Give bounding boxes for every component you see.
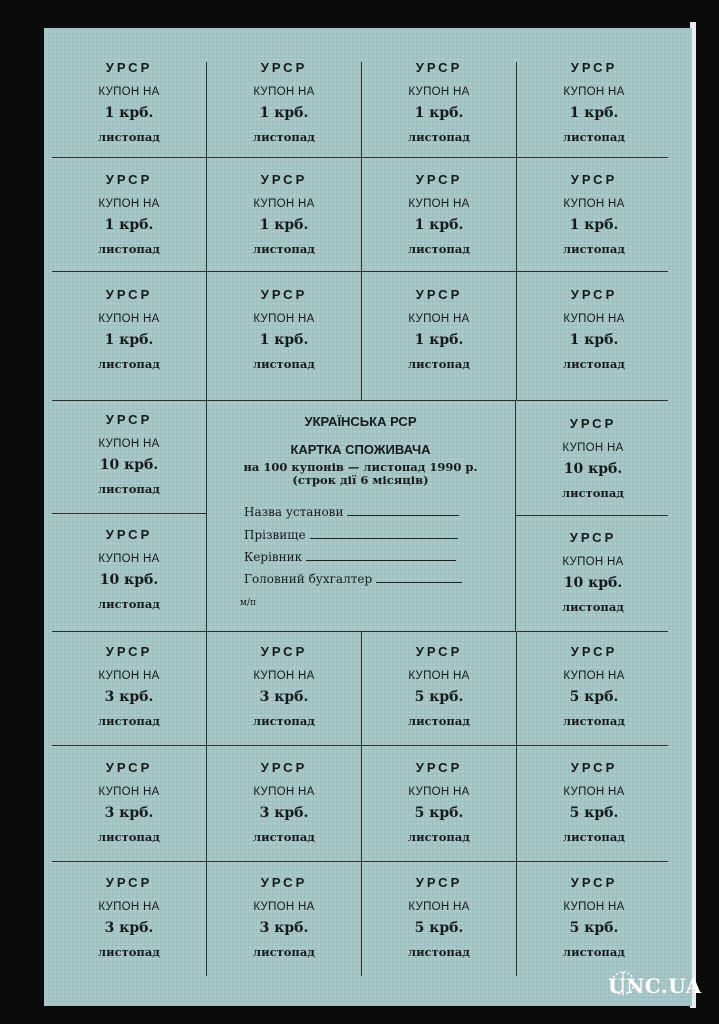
coupon-amount: 1 крб. <box>259 105 309 121</box>
coupon-month: листопад <box>408 830 470 844</box>
institution-field <box>244 503 459 519</box>
coupon-header: УРСР <box>570 760 618 775</box>
manager-label: Керівник <box>244 550 303 564</box>
coupon-label: КУПОН НА <box>98 553 160 565</box>
grid-line <box>52 861 668 862</box>
coupon-header: УРСР <box>570 875 618 890</box>
coupon-amount: 3 крб. <box>259 920 309 936</box>
coupon-month: листопад <box>563 130 625 144</box>
coupon-header: УРСР <box>415 287 463 302</box>
coupon-amount: 10 крб. <box>99 572 159 588</box>
coupon-label: КУПОН НА <box>563 313 625 325</box>
coupon-header: УРСР <box>105 287 153 302</box>
coupon-amount: 1 крб. <box>259 217 309 233</box>
coupon-month: листопад <box>98 830 160 844</box>
accountant-field <box>244 570 462 586</box>
coupon-amount: 5 крб. <box>414 920 464 936</box>
coupon-label: КУПОН НА <box>408 86 470 98</box>
coupon-header: УРСР <box>105 527 153 542</box>
coupon-label: КУПОН НА <box>563 198 625 210</box>
coupon-month: листопад <box>253 945 315 959</box>
coupon-month: листопад <box>253 714 315 728</box>
coupon-label: КУПОН НА <box>253 198 315 210</box>
coupon-label: КУПОН НА <box>563 786 625 798</box>
coupon-amount: 1 крб. <box>104 332 154 348</box>
coupon-label: КУПОН НА <box>253 901 315 913</box>
card-validity-line: (строк дії 6 місяців) <box>292 473 429 487</box>
coupon-header: УРСР <box>570 60 618 75</box>
coupon-label: КУПОН НА <box>98 198 160 210</box>
coupon-header: УРСР <box>415 172 463 187</box>
coupon-label: КУПОН НА <box>408 313 470 325</box>
coupon-amount: 1 крб. <box>414 217 464 233</box>
coupon-header: УРСР <box>570 287 618 302</box>
coupon-header: УРСР <box>415 760 463 775</box>
coupon-label: КУПОН НА <box>253 86 315 98</box>
coupon-label: КУПОН НА <box>98 313 160 325</box>
coupon-amount: 1 крб. <box>104 105 154 121</box>
surname-label: Прізвище <box>244 528 306 542</box>
coupon-header: УРСР <box>105 644 153 659</box>
manager-blank <box>306 548 456 561</box>
coupon-amount: 5 крб. <box>569 805 619 821</box>
coupon-header: УРСР <box>105 60 153 75</box>
coupon-label: КУПОН НА <box>563 901 625 913</box>
coupon-label: КУПОН НА <box>408 198 470 210</box>
coupon-amount: 3 крб. <box>104 805 154 821</box>
coupon-label: КУПОН НА <box>98 438 160 450</box>
coupon-month: листопад <box>253 130 315 144</box>
coupon-label: КУПОН НА <box>563 86 625 98</box>
coupon-label: КУПОН НА <box>98 786 160 798</box>
consumer-card <box>206 400 515 631</box>
coupon-label: КУПОН НА <box>408 786 470 798</box>
stamp-place: м/п <box>240 598 257 608</box>
coupon-label: КУПОН НА <box>408 901 470 913</box>
coupon-header: УРСР <box>570 644 618 659</box>
grid-line <box>52 271 668 272</box>
coupon-amount: 5 крб. <box>569 920 619 936</box>
coupon-month: листопад <box>563 242 625 256</box>
coupon-month: листопад <box>98 597 160 611</box>
coupon-amount: 1 крб. <box>569 105 619 121</box>
institution-blank <box>347 503 459 516</box>
coupon-label: КУПОН НА <box>408 670 470 682</box>
coupon-month: листопад <box>408 130 470 144</box>
coupon-header: УРСР <box>415 644 463 659</box>
manager-field <box>244 548 456 564</box>
coupon-amount: 1 крб. <box>104 217 154 233</box>
coupon-label: КУПОН НА <box>562 556 624 568</box>
coupon-month: листопад <box>562 600 624 614</box>
grid-line <box>52 513 206 514</box>
coupon-header: УРСР <box>260 875 308 890</box>
coupon-month: листопад <box>253 242 315 256</box>
grid-line <box>52 631 668 632</box>
coupon-amount: 10 крб. <box>563 575 623 591</box>
card-coupons-line: на 100 купонів — листопад 1990 р. <box>243 460 478 474</box>
coupon-amount: 5 крб. <box>414 805 464 821</box>
coupon-month: листопад <box>408 714 470 728</box>
coupon-header: УРСР <box>570 172 618 187</box>
coupon-amount: 1 крб. <box>414 105 464 121</box>
coupon-month: листопад <box>98 945 160 959</box>
grid-line <box>516 515 668 516</box>
coupon-label: КУПОН НА <box>253 670 315 682</box>
coupon-header: УРСР <box>569 416 617 431</box>
coupon-month: листопад <box>563 830 625 844</box>
coupon-month: листопад <box>253 830 315 844</box>
coupon-label: КУПОН НА <box>562 442 624 454</box>
coupon-month: листопад <box>408 242 470 256</box>
coupon-month: листопад <box>563 714 625 728</box>
coupon-month: листопад <box>562 486 624 500</box>
coupon-label: КУПОН НА <box>98 901 160 913</box>
coupon-month: листопад <box>98 242 160 256</box>
card-title: УКРАЇНСЬКА РСР <box>304 414 417 429</box>
coupon-header: УРСР <box>569 530 617 545</box>
coupon-amount: 5 крб. <box>569 689 619 705</box>
coupon-amount: 3 крб. <box>104 689 154 705</box>
grid-line <box>52 745 668 746</box>
coupon-amount: 10 крб. <box>563 461 623 477</box>
coupon-header: УРСР <box>260 287 308 302</box>
coupon-month: листопад <box>253 357 315 371</box>
coupon-month: листопад <box>98 130 160 144</box>
coupon-amount: 5 крб. <box>414 689 464 705</box>
coupon-header: УРСР <box>105 875 153 890</box>
coupon-header: УРСР <box>105 760 153 775</box>
coupon-header: УРСР <box>415 875 463 890</box>
card-subtitle: КАРТКА СПОЖИВАЧА <box>290 442 431 457</box>
coupon-label: КУПОН НА <box>98 86 160 98</box>
coupon-amount: 3 крб. <box>259 689 309 705</box>
grid-line <box>52 157 668 158</box>
coupon-label: КУПОН НА <box>253 786 315 798</box>
coupon-label: КУПОН НА <box>253 313 315 325</box>
accountant-label: Головний бухгалтер <box>244 572 373 586</box>
coupon-amount: 1 крб. <box>414 332 464 348</box>
card-border <box>515 400 516 631</box>
coupon-label: КУПОН НА <box>563 670 625 682</box>
coupon-month: листопад <box>98 714 160 728</box>
coupon-month: листопад <box>563 945 625 959</box>
coupon-amount: 10 крб. <box>99 457 159 473</box>
coupon-amount: 1 крб. <box>569 217 619 233</box>
coupon-amount: 1 крб. <box>259 332 309 348</box>
coupon-header: УРСР <box>260 172 308 187</box>
coupon-header: УРСР <box>105 412 153 427</box>
accountant-blank <box>376 570 462 583</box>
coupon-amount: 3 крб. <box>259 805 309 821</box>
coupon-amount: 3 крб. <box>104 920 154 936</box>
coupon-header: УРСР <box>260 760 308 775</box>
surname-blank <box>310 526 458 539</box>
coupon-header: УРСР <box>105 172 153 187</box>
coupon-header: УРСР <box>260 60 308 75</box>
coupon-amount: 1 крб. <box>569 332 619 348</box>
coupon-label: КУПОН НА <box>98 670 160 682</box>
coupon-header: УРСР <box>415 60 463 75</box>
coupon-header: УРСР <box>260 644 308 659</box>
surname-field <box>244 526 458 542</box>
institution-label: Назва установи <box>244 505 344 519</box>
coupon-month: листопад <box>408 357 470 371</box>
watermark: UNC.UA <box>608 974 702 998</box>
coupon-month: листопад <box>98 357 160 371</box>
coupon-month: листопад <box>408 945 470 959</box>
coupon-month: листопад <box>98 482 160 496</box>
coupon-month: листопад <box>563 357 625 371</box>
